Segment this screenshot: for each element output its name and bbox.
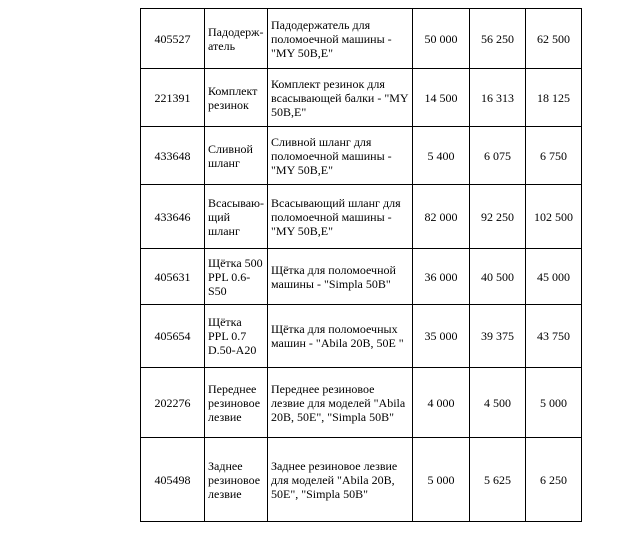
table-row	[141, 368, 582, 438]
price-3: 45 000	[526, 249, 582, 305]
price-2: 92 250	[470, 185, 526, 249]
price-2: 56 250	[470, 9, 526, 69]
price-3: 62 500	[526, 9, 582, 69]
price-3: 43 750	[526, 305, 582, 368]
item-description: Комплект резинок для всасывающей балки - "MY 50B,E"	[268, 69, 413, 127]
item-description: Заднее резиновое лезвие для моделей "Abila 20B, 50E", "Simpla 50B"	[268, 438, 413, 522]
item-description: Щётка для поломоечных машин - "Abila 20B, 50E "	[268, 305, 413, 368]
item-description: Переднее резиновое лезвие для моделей "Abila 20B, 50E", "Simpla 50B"	[268, 368, 413, 438]
item-description: Всасывающий шланг для поломоечной машины - "MY 50B,E"	[268, 185, 413, 249]
price-3: 102 500	[526, 185, 582, 249]
price-1: 5 000	[413, 438, 470, 522]
price-3: 6 250	[526, 438, 582, 522]
item-code: 405631	[141, 249, 205, 305]
item-description: Падодержатель для поломоечной машины - "MY 50B,E"	[268, 9, 413, 69]
price-2: 6 075	[470, 127, 526, 185]
table-row	[141, 438, 582, 522]
price-2: 39 375	[470, 305, 526, 368]
price-2: 16 313	[470, 69, 526, 127]
price-1: 82 000	[413, 185, 470, 249]
item-name: Всасывающий шланг	[205, 185, 268, 249]
item-code: 405527	[141, 9, 205, 69]
table-row	[141, 185, 582, 249]
table-row	[141, 249, 582, 305]
price-1: 4 000	[413, 368, 470, 438]
price-3: 18 125	[526, 69, 582, 127]
price-1: 14 500	[413, 69, 470, 127]
price-2: 40 500	[470, 249, 526, 305]
table-row	[141, 127, 582, 185]
price-1: 5 400	[413, 127, 470, 185]
item-code: 221391	[141, 69, 205, 127]
price-3: 5 000	[526, 368, 582, 438]
item-code: 202276	[141, 368, 205, 438]
item-name: Переднее резиновое лезвие	[205, 368, 268, 438]
table-row	[141, 305, 582, 368]
price-2: 4 500	[470, 368, 526, 438]
item-name: Сливной шланг	[205, 127, 268, 185]
item-code: 433648	[141, 127, 205, 185]
price-1: 50 000	[413, 9, 470, 69]
item-code: 433646	[141, 185, 205, 249]
item-name: Падодержатель	[205, 9, 268, 69]
price-1: 35 000	[413, 305, 470, 368]
table-row	[141, 69, 582, 127]
item-code: 405498	[141, 438, 205, 522]
item-description: Сливной шланг для поломоечной машины - "MY 50B,E"	[268, 127, 413, 185]
price-2: 5 625	[470, 438, 526, 522]
item-name: Комплект резинок	[205, 69, 268, 127]
item-description: Щётка для поломоечной машины - "Simpla 50B"	[268, 249, 413, 305]
price-3: 6 750	[526, 127, 582, 185]
item-code: 405654	[141, 305, 205, 368]
price-1: 36 000	[413, 249, 470, 305]
item-name: Щётка 500 PPL 0.6-S50	[205, 249, 268, 305]
price-table	[140, 8, 582, 522]
item-name: Заднее резиновое лезвие	[205, 438, 268, 522]
item-name: Щётка PPL 0.7 D.50-A20	[205, 305, 268, 368]
table-row	[141, 9, 582, 69]
